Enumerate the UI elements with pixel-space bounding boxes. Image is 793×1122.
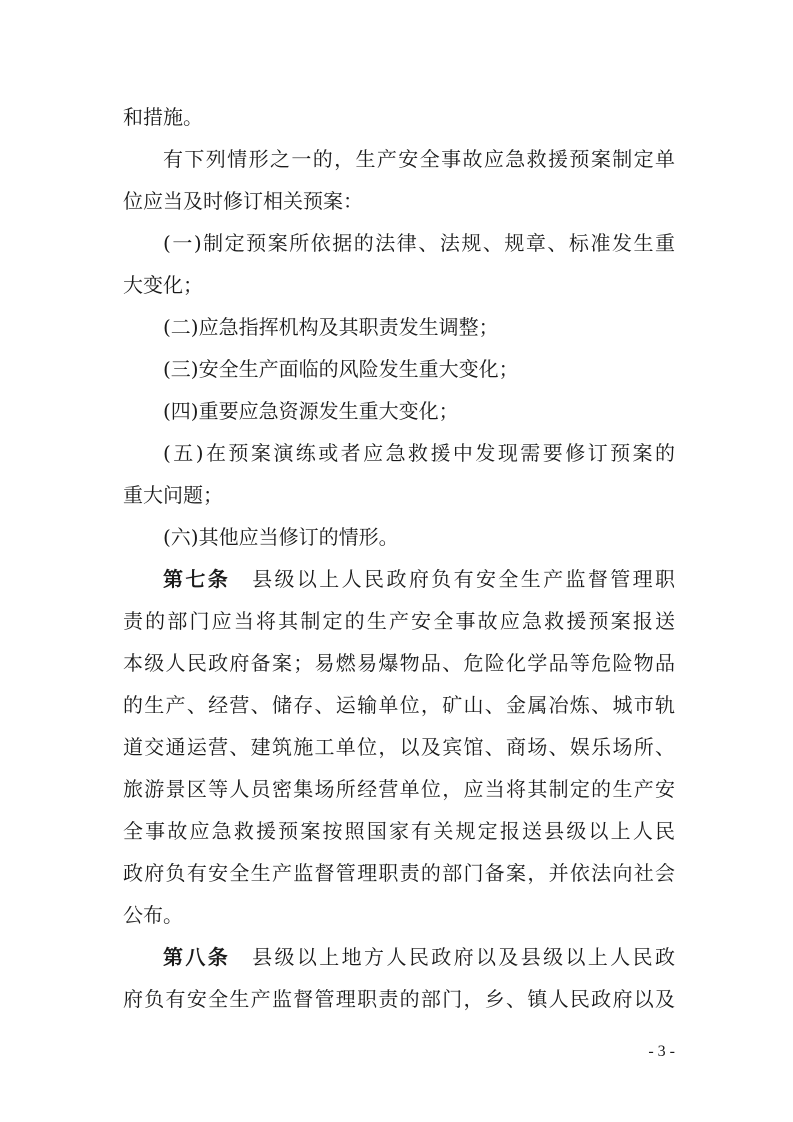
article-7-text: 县级以上人民政府负有安全生产监督管理职: [252, 567, 676, 591]
article-8-first-line: [123, 936, 675, 978]
text-line: 道交通运营、建筑施工单位，以及宾馆、商场、娱乐场所、: [123, 735, 675, 759]
article-8-number: 第八条: [163, 945, 231, 969]
list-item-4: (四)重要应急资源发生重大变化；: [163, 399, 459, 423]
text-line: 重大问题；: [123, 483, 223, 507]
article-7-number: 第七条: [163, 567, 231, 591]
text-line: 公布。: [123, 903, 183, 927]
text-line: 旅游景区等人员密集场所经营单位，应当将其制定的生产安: [123, 777, 675, 801]
text-line: 和措施。: [123, 105, 203, 129]
text-line: 位应当及时修订相关预案：: [123, 189, 363, 213]
text-line: 全事故应急救援预案按照国家有关规定报送县级以上人民: [123, 819, 675, 843]
document-body: [123, 96, 675, 1020]
text-line: 的生产、经营、储存、运输单位，矿山、金属冶炼、城市轨: [123, 693, 675, 717]
list-item-6: (六)其他应当修订的情形。: [163, 525, 399, 549]
page-number: - 3 -: [648, 1043, 675, 1060]
list-item-1: (一)制定预案所依据的法律、法规、规章、标准发生重: [163, 231, 675, 255]
list-item-5: (五)在预案演练或者应急救援中发现需要修订预案的: [163, 441, 675, 465]
list-item-3: (三)安全生产面临的风险发生重大变化；: [163, 357, 519, 381]
text-line: 本级人民政府备案；易燃易爆物品、危险化学品等危险物品: [123, 651, 675, 675]
text-line: 大变化；: [123, 273, 203, 297]
article-8-text: 县级以上地方人民政府以及县级以上人民政: [252, 945, 676, 969]
text-line: 府负有安全生产监督管理职责的部门，乡、镇人民政府以及: [123, 987, 675, 1011]
text-line: 政府负有安全生产监督管理职责的部门备案，并依法向社会: [123, 861, 675, 885]
text-line: 责的部门应当将其制定的生产安全事故应急救援预案报送: [123, 609, 675, 633]
list-item-2: (二)应急指挥机构及其职责发生调整；: [163, 315, 499, 339]
text-line: 有下列情形之一的，生产安全事故应急救援预案制定单: [163, 147, 675, 171]
article-7-first-line: [123, 558, 675, 600]
